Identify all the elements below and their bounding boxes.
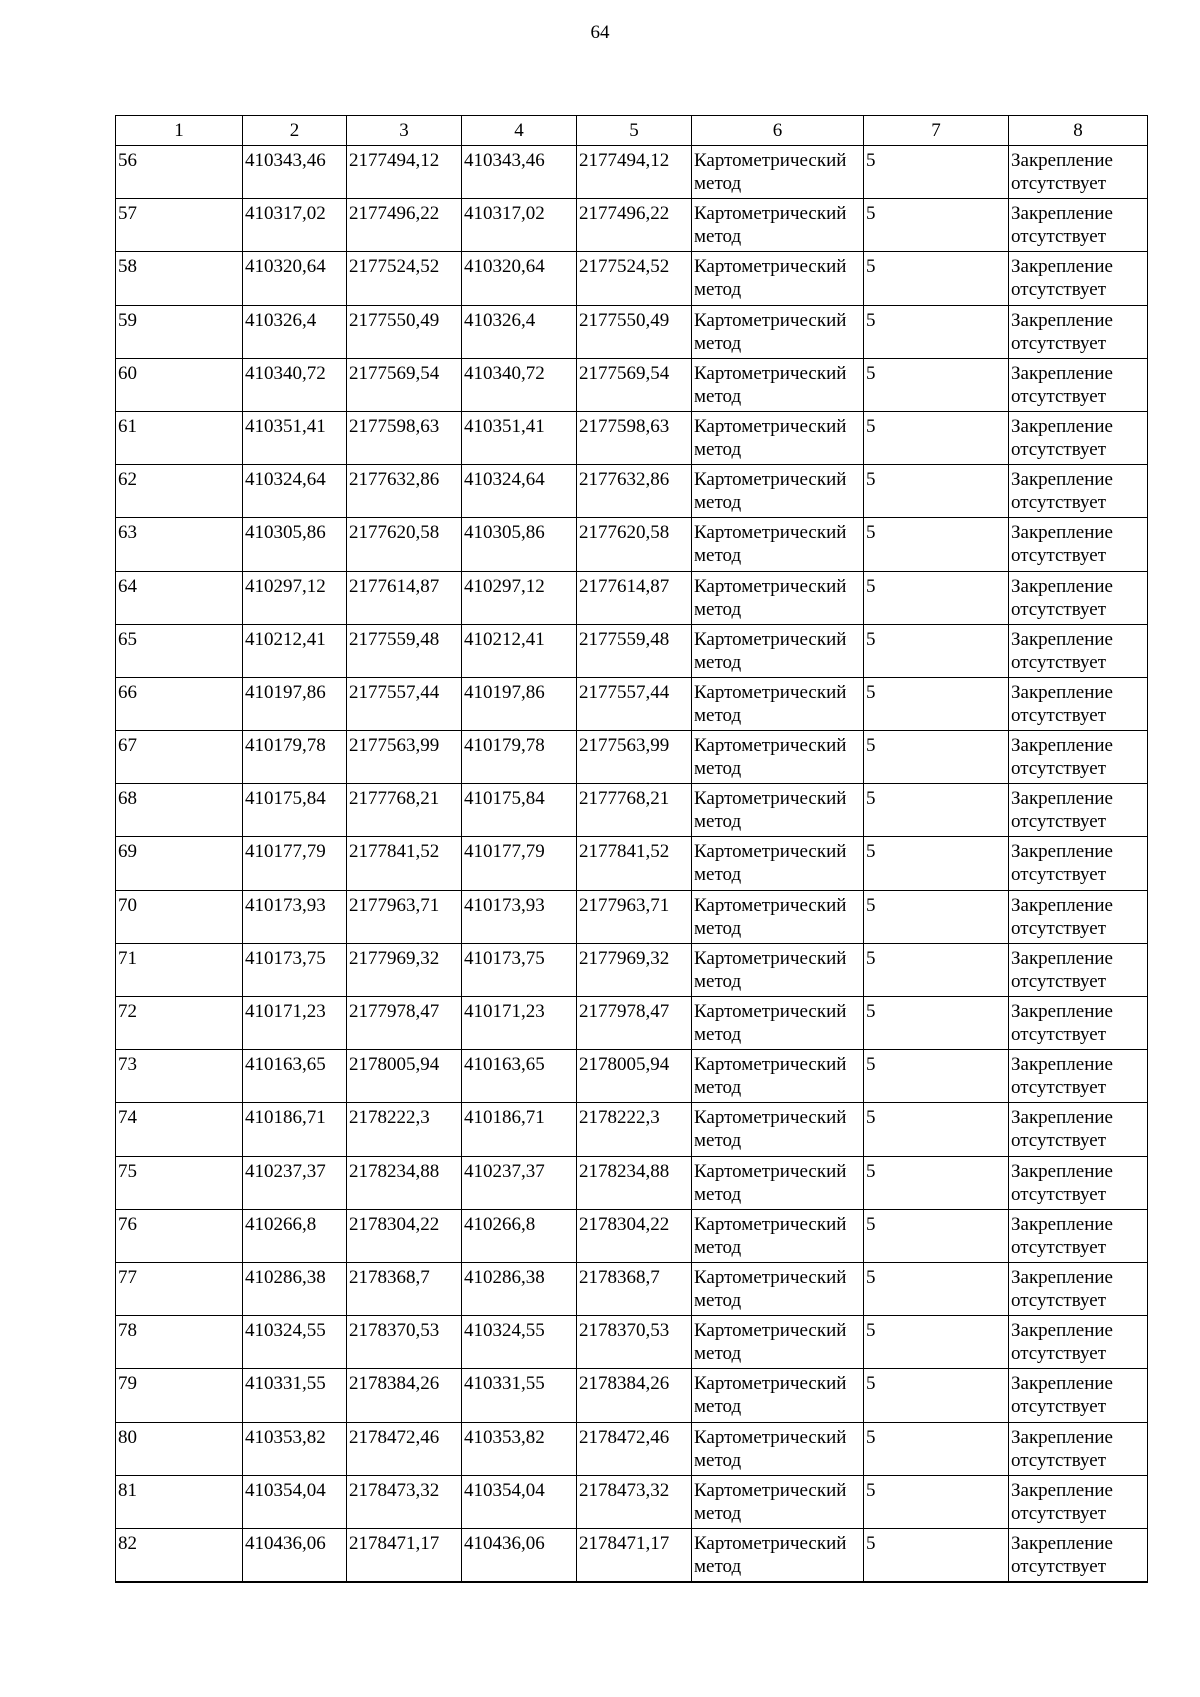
table-row — [116, 677, 1148, 730]
table-cell: 2178384,26 — [577, 1369, 692, 1422]
table-cell: 2177632,86 — [577, 465, 692, 518]
table-cell: Картометрический метод — [692, 837, 864, 890]
table-cell: Закрепление отсутствует — [1009, 146, 1148, 199]
column-header: 4 — [462, 116, 577, 146]
table-cell: Закрепление отсутствует — [1009, 199, 1148, 252]
table-row — [116, 199, 1148, 252]
table-cell: Картометрический метод — [692, 1475, 864, 1528]
table-cell: Картометрический метод — [692, 1316, 864, 1369]
table-cell: 410351,41 — [243, 411, 347, 464]
table-cell: 5 — [864, 146, 1009, 199]
table-cell: 58 — [116, 252, 243, 305]
table-cell: 410297,12 — [462, 571, 577, 624]
table-cell: 410340,72 — [462, 358, 577, 411]
table-cell: 77 — [116, 1262, 243, 1315]
column-header: 6 — [692, 116, 864, 146]
table-row — [116, 1475, 1148, 1528]
table-cell: 2178472,46 — [577, 1422, 692, 1475]
table-cell: 2177569,54 — [577, 358, 692, 411]
table-cell: 410297,12 — [243, 571, 347, 624]
table-row — [116, 252, 1148, 305]
table-cell: Закрепление отсутствует — [1009, 1103, 1148, 1156]
table-cell: Картометрический метод — [692, 890, 864, 943]
table-cell: 410175,84 — [462, 784, 577, 837]
table-cell: 2178472,46 — [347, 1422, 462, 1475]
table-cell: 2177969,32 — [577, 943, 692, 996]
table-cell: 2178222,3 — [347, 1103, 462, 1156]
table-cell: Закрепление отсутствует — [1009, 837, 1148, 890]
table-cell: Картометрический метод — [692, 199, 864, 252]
table-row — [116, 624, 1148, 677]
table-cell: 66 — [116, 677, 243, 730]
table-cell: 410326,4 — [462, 305, 577, 358]
table-cell: 410171,23 — [462, 997, 577, 1050]
table-cell: 2178473,32 — [577, 1475, 692, 1528]
table-cell: 410436,06 — [243, 1528, 347, 1581]
table-row — [116, 1050, 1148, 1103]
table-cell: 2177559,48 — [577, 624, 692, 677]
table-row — [116, 305, 1148, 358]
table-cell: 2177620,58 — [577, 518, 692, 571]
table-cell: Закрепление отсутствует — [1009, 731, 1148, 784]
table-cell: Закрепление отсутствует — [1009, 890, 1148, 943]
column-header: 1 — [116, 116, 243, 146]
table-row — [116, 1262, 1148, 1315]
table-cell: 410179,78 — [462, 731, 577, 784]
table-cell: 5 — [864, 1156, 1009, 1209]
table-row — [116, 943, 1148, 996]
table-cell: Картометрический метод — [692, 624, 864, 677]
table-cell: 68 — [116, 784, 243, 837]
column-header: 5 — [577, 116, 692, 146]
table-cell: Закрепление отсутствует — [1009, 1422, 1148, 1475]
table-cell: 410326,4 — [243, 305, 347, 358]
table-cell: Картометрический метод — [692, 1422, 864, 1475]
table-cell: 410266,8 — [243, 1209, 347, 1262]
table-row — [116, 571, 1148, 624]
table-cell: 410317,02 — [243, 199, 347, 252]
table-row — [116, 731, 1148, 784]
table-cell: 5 — [864, 997, 1009, 1050]
table-cell: 410163,65 — [462, 1050, 577, 1103]
table-cell: 2178471,17 — [347, 1528, 462, 1581]
table-cell: 2177614,87 — [347, 571, 462, 624]
table-cell: 81 — [116, 1475, 243, 1528]
table-cell: 410177,79 — [243, 837, 347, 890]
table-cell: 2177978,47 — [347, 997, 462, 1050]
table-cell: 5 — [864, 890, 1009, 943]
table-cell: Закрепление отсутствует — [1009, 1369, 1148, 1422]
table-cell: 410354,04 — [462, 1475, 577, 1528]
table-cell: 410286,38 — [462, 1262, 577, 1315]
table-row — [116, 358, 1148, 411]
table-cell: 410173,75 — [462, 943, 577, 996]
table-cell: 2177978,47 — [577, 997, 692, 1050]
table-cell: 2177524,52 — [347, 252, 462, 305]
table-cell: 5 — [864, 784, 1009, 837]
table-row — [116, 1422, 1148, 1475]
table-cell: 5 — [864, 1316, 1009, 1369]
table-row — [116, 837, 1148, 890]
table-cell: Картометрический метод — [692, 784, 864, 837]
table-cell: 2177598,63 — [347, 411, 462, 464]
table-row — [116, 997, 1148, 1050]
table-cell: 2178304,22 — [577, 1209, 692, 1262]
table-row — [116, 146, 1148, 199]
table-cell: Картометрический метод — [692, 1528, 864, 1581]
coordinates-table — [115, 115, 1148, 1583]
table-row — [116, 1209, 1148, 1262]
table-cell: 2177550,49 — [577, 305, 692, 358]
table-row — [116, 1103, 1148, 1156]
table-cell: Картометрический метод — [692, 411, 864, 464]
table-cell: 410197,86 — [243, 677, 347, 730]
table-cell: 410286,38 — [243, 1262, 347, 1315]
table-cell: Картометрический метод — [692, 1050, 864, 1103]
table-cell: 2177569,54 — [347, 358, 462, 411]
table-cell: 410186,71 — [243, 1103, 347, 1156]
table-cell: 410317,02 — [462, 199, 577, 252]
table-cell: 410173,93 — [462, 890, 577, 943]
table-row — [116, 465, 1148, 518]
page-number: 64 — [590, 22, 610, 43]
table-cell: Закрепление отсутствует — [1009, 411, 1148, 464]
table-cell: 410320,64 — [462, 252, 577, 305]
table-cell: 410324,64 — [462, 465, 577, 518]
table-cell: 2177963,71 — [577, 890, 692, 943]
table-cell: Картометрический метод — [692, 358, 864, 411]
table-cell: 410173,93 — [243, 890, 347, 943]
table-cell: Закрепление отсутствует — [1009, 784, 1148, 837]
table-cell: Картометрический метод — [692, 1262, 864, 1315]
table-cell: 5 — [864, 1369, 1009, 1422]
table-row — [116, 1369, 1148, 1422]
table-cell: Картометрический метод — [692, 518, 864, 571]
table-cell: 410353,82 — [243, 1422, 347, 1475]
table-cell: 410237,37 — [462, 1156, 577, 1209]
table-cell: 410324,55 — [462, 1316, 577, 1369]
table-cell: 60 — [116, 358, 243, 411]
table-cell: 5 — [864, 624, 1009, 677]
table-cell: 2177563,99 — [347, 731, 462, 784]
table-cell: 2177620,58 — [347, 518, 462, 571]
table-cell: 5 — [864, 1422, 1009, 1475]
table-cell: 5 — [864, 1209, 1009, 1262]
table-cell: Закрепление отсутствует — [1009, 465, 1148, 518]
table-cell: 5 — [864, 731, 1009, 784]
table-cell: 5 — [864, 943, 1009, 996]
table-cell: 2177632,86 — [347, 465, 462, 518]
table-cell: 2177494,12 — [347, 146, 462, 199]
table-cell: 410197,86 — [462, 677, 577, 730]
table-cell: 410331,55 — [462, 1369, 577, 1422]
table-body — [116, 146, 1148, 1582]
table-cell: Картометрический метод — [692, 252, 864, 305]
table-cell: 410179,78 — [243, 731, 347, 784]
table-cell: 5 — [864, 305, 1009, 358]
table-cell: 73 — [116, 1050, 243, 1103]
table-cell: 410173,75 — [243, 943, 347, 996]
table-cell: Закрепление отсутствует — [1009, 677, 1148, 730]
table-cell: 64 — [116, 571, 243, 624]
table-cell: 410212,41 — [462, 624, 577, 677]
table-cell: 410320,64 — [243, 252, 347, 305]
table-cell: Закрепление отсутствует — [1009, 1528, 1148, 1581]
table-cell: Закрепление отсутствует — [1009, 1316, 1148, 1369]
table-cell: Картометрический метод — [692, 571, 864, 624]
table-cell: 410212,41 — [243, 624, 347, 677]
table-cell: Картометрический метод — [692, 305, 864, 358]
table-cell: 2177768,21 — [347, 784, 462, 837]
table-cell: 2178304,22 — [347, 1209, 462, 1262]
table-cell: 410177,79 — [462, 837, 577, 890]
table-cell: 2177963,71 — [347, 890, 462, 943]
table-cell: 67 — [116, 731, 243, 784]
table-cell: 410175,84 — [243, 784, 347, 837]
table-cell: 410436,06 — [462, 1528, 577, 1581]
table-cell: 410324,55 — [243, 1316, 347, 1369]
table-cell: Картометрический метод — [692, 1209, 864, 1262]
table-cell: 70 — [116, 890, 243, 943]
table-cell: 78 — [116, 1316, 243, 1369]
table-cell: 2177494,12 — [577, 146, 692, 199]
table-cell: 410305,86 — [243, 518, 347, 571]
table-cell: 65 — [116, 624, 243, 677]
table-cell: 2177496,22 — [577, 199, 692, 252]
table-cell: 410171,23 — [243, 997, 347, 1050]
table-cell: 5 — [864, 837, 1009, 890]
table-cell: Картометрический метод — [692, 1103, 864, 1156]
table-cell: Закрепление отсутствует — [1009, 1156, 1148, 1209]
table-cell: 5 — [864, 411, 1009, 464]
column-header: 2 — [243, 116, 347, 146]
table-cell: 71 — [116, 943, 243, 996]
table-cell: 410351,41 — [462, 411, 577, 464]
table-cell: 5 — [864, 1103, 1009, 1156]
table-cell: Закрепление отсутствует — [1009, 1475, 1148, 1528]
table-cell: 410353,82 — [462, 1422, 577, 1475]
table-cell: 2177768,21 — [577, 784, 692, 837]
table-cell: 5 — [864, 199, 1009, 252]
table-cell: 5 — [864, 571, 1009, 624]
table-cell: 75 — [116, 1156, 243, 1209]
table-cell: 79 — [116, 1369, 243, 1422]
table-cell: 5 — [864, 677, 1009, 730]
table-cell: 56 — [116, 146, 243, 199]
table-row — [116, 1156, 1148, 1209]
column-header: 3 — [347, 116, 462, 146]
table-cell: 2177598,63 — [577, 411, 692, 464]
table-cell: 2177557,44 — [577, 677, 692, 730]
table-cell: 59 — [116, 305, 243, 358]
table-cell: 2178370,53 — [577, 1316, 692, 1369]
table-cell: Закрепление отсутствует — [1009, 1050, 1148, 1103]
table-cell: Закрепление отсутствует — [1009, 997, 1148, 1050]
table-cell: 410305,86 — [462, 518, 577, 571]
table-cell: 80 — [116, 1422, 243, 1475]
table-cell: 2178473,32 — [347, 1475, 462, 1528]
table-row — [116, 411, 1148, 464]
table-cell: 69 — [116, 837, 243, 890]
table-cell: 5 — [864, 1475, 1009, 1528]
table-cell: 5 — [864, 1262, 1009, 1315]
table-cell: Закрепление отсутствует — [1009, 571, 1148, 624]
table-cell: 410324,64 — [243, 465, 347, 518]
table-cell: Закрепление отсутствует — [1009, 305, 1148, 358]
table-cell: 76 — [116, 1209, 243, 1262]
table-cell: Закрепление отсутствует — [1009, 943, 1148, 996]
table-cell: Закрепление отсутствует — [1009, 252, 1148, 305]
table-cell: Картометрический метод — [692, 465, 864, 518]
table-cell: 5 — [864, 358, 1009, 411]
table-cell: 2177550,49 — [347, 305, 462, 358]
table-cell: Закрепление отсутствует — [1009, 518, 1148, 571]
table-cell: 2178471,17 — [577, 1528, 692, 1581]
table-cell: 2178005,94 — [347, 1050, 462, 1103]
table-cell: 410354,04 — [243, 1475, 347, 1528]
table-cell: 61 — [116, 411, 243, 464]
table-cell: 74 — [116, 1103, 243, 1156]
table-cell: Закрепление отсутствует — [1009, 358, 1148, 411]
table-cell: 2177559,48 — [347, 624, 462, 677]
table-cell: 410266,8 — [462, 1209, 577, 1262]
table-cell: 410343,46 — [243, 146, 347, 199]
table-row — [116, 784, 1148, 837]
table-cell: 2178370,53 — [347, 1316, 462, 1369]
table-row — [116, 1316, 1148, 1369]
table-cell: 410343,46 — [462, 146, 577, 199]
table-cell: 410163,65 — [243, 1050, 347, 1103]
table-cell: Картометрический метод — [692, 677, 864, 730]
table-cell: 5 — [864, 465, 1009, 518]
table-row — [116, 890, 1148, 943]
table-header-row — [116, 116, 1148, 146]
table-cell: 2178368,7 — [577, 1262, 692, 1315]
table-cell: 2177614,87 — [577, 571, 692, 624]
table-cell: 5 — [864, 1050, 1009, 1103]
table-cell: 63 — [116, 518, 243, 571]
table-cell: 2178384,26 — [347, 1369, 462, 1422]
table-cell: 2177524,52 — [577, 252, 692, 305]
table-cell: 2178234,88 — [347, 1156, 462, 1209]
table-cell: Картометрический метод — [692, 146, 864, 199]
table-cell: Картометрический метод — [692, 997, 864, 1050]
table-cell: 72 — [116, 997, 243, 1050]
table-header — [116, 116, 1148, 146]
table-row — [116, 1528, 1148, 1581]
table-cell: 2178234,88 — [577, 1156, 692, 1209]
table-cell: 2178005,94 — [577, 1050, 692, 1103]
table-cell: 410237,37 — [243, 1156, 347, 1209]
table-cell: 2177841,52 — [577, 837, 692, 890]
table-cell: Картометрический метод — [692, 1369, 864, 1422]
table-cell: 62 — [116, 465, 243, 518]
table-cell: 410340,72 — [243, 358, 347, 411]
table-cell: 82 — [116, 1528, 243, 1581]
table-cell: 5 — [864, 518, 1009, 571]
table-row — [116, 518, 1148, 571]
table-cell: 410186,71 — [462, 1103, 577, 1156]
table-cell: 2177557,44 — [347, 677, 462, 730]
table-cell: 2177841,52 — [347, 837, 462, 890]
table-cell: Картометрический метод — [692, 1156, 864, 1209]
table-cell: Закрепление отсутствует — [1009, 1262, 1148, 1315]
table-cell: 5 — [864, 1528, 1009, 1581]
table-cell: 2177496,22 — [347, 199, 462, 252]
table-cell: 410331,55 — [243, 1369, 347, 1422]
table-cell: 2178222,3 — [577, 1103, 692, 1156]
table-cell: 2177563,99 — [577, 731, 692, 784]
column-header: 7 — [864, 116, 1009, 146]
table-cell: Закрепление отсутствует — [1009, 1209, 1148, 1262]
table-cell: Закрепление отсутствует — [1009, 624, 1148, 677]
table-cell: Картометрический метод — [692, 943, 864, 996]
column-header: 8 — [1009, 116, 1148, 146]
table-cell: 5 — [864, 252, 1009, 305]
table-cell: 2177969,32 — [347, 943, 462, 996]
table-cell: 2178368,7 — [347, 1262, 462, 1315]
table-cell: 57 — [116, 199, 243, 252]
table-cell: Картометрический метод — [692, 731, 864, 784]
